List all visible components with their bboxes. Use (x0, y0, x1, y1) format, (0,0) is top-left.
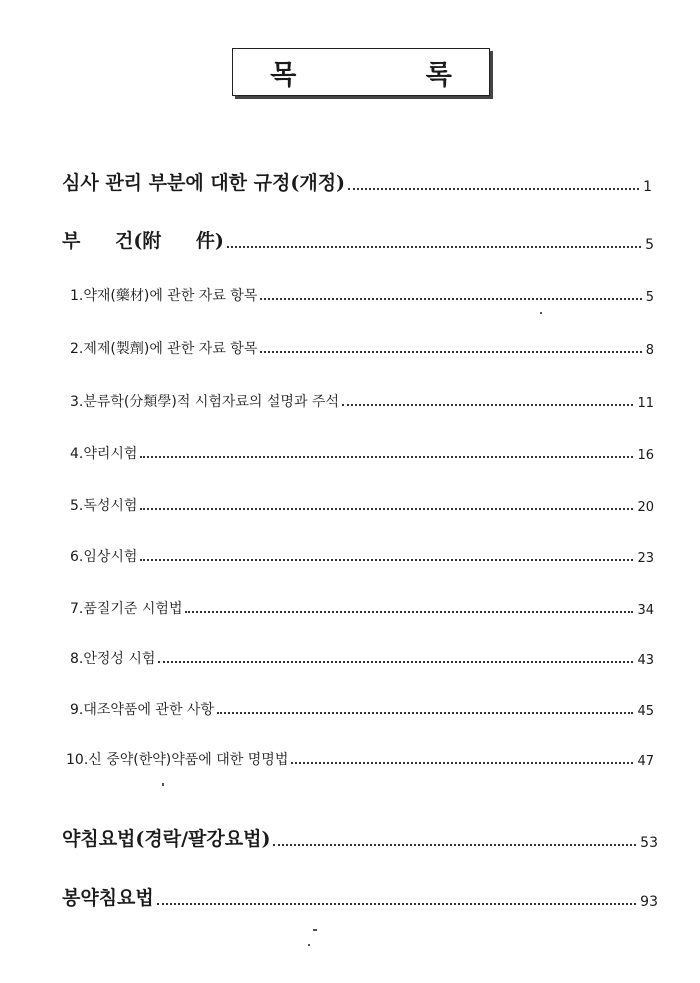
leader-dots (260, 298, 641, 300)
toc-entry[interactable] (0, 285, 700, 305)
toc-entry[interactable] (0, 883, 700, 910)
scan-speck (313, 929, 317, 931)
toc-entry-page: 43 (637, 653, 654, 668)
toc-entry-page: 1 (643, 179, 652, 195)
toc-entry-label: 5.독성시험 (70, 498, 138, 514)
leader-dots (185, 611, 633, 613)
toc-entry-label: 4.약리시험 (70, 446, 138, 462)
leader-dots (140, 456, 633, 458)
toc-entry-page: 5 (645, 237, 654, 253)
toc-entry-label: 부 건(附 件) (62, 230, 224, 252)
toc-entry[interactable] (0, 495, 700, 515)
toc-entry[interactable] (0, 749, 700, 769)
toc-entry[interactable] (0, 648, 700, 668)
scan-speck (162, 783, 164, 786)
leader-dots (291, 762, 633, 764)
toc-title: 목 록 (270, 59, 512, 91)
toc-entry-page: 53 (640, 835, 658, 851)
toc-entry-page: 16 (637, 448, 654, 463)
leader-dots (342, 404, 633, 406)
toc-entry[interactable] (0, 391, 700, 411)
toc-entry-label: 9.대조약품에 관한 사항 (70, 702, 214, 718)
toc-entry-page: 34 (637, 603, 654, 618)
toc-entry[interactable] (0, 443, 700, 463)
leader-dots (260, 351, 641, 353)
toc-entry-page: 11 (637, 396, 654, 411)
toc-entry-page: 45 (637, 704, 654, 719)
toc-entry[interactable] (0, 546, 700, 566)
toc-entry-page: 20 (637, 500, 654, 515)
toc-entry-label: 10.신 중약(한약)약품에 대한 명명법 (66, 752, 289, 768)
toc-entry[interactable] (0, 226, 700, 253)
toc-entry[interactable] (0, 699, 700, 719)
leader-dots (140, 508, 633, 510)
toc-entry[interactable] (0, 168, 700, 195)
toc-entry-label: 1.약재(藥材)에 관한 자료 항목 (70, 288, 258, 304)
leader-dots (348, 188, 639, 190)
toc-entry[interactable] (0, 598, 700, 618)
toc-entry-page: 5 (645, 290, 654, 305)
scan-speck (308, 944, 310, 946)
toc-entry-label: 3.분류학(分類學)적 시험자료의 설명과 주석 (70, 394, 339, 410)
toc-entry[interactable] (0, 338, 700, 358)
toc-entry-page: 93 (640, 894, 658, 910)
toc-entry-page: 23 (637, 551, 654, 566)
toc-entry-label: 봉약침요법 (62, 887, 154, 909)
toc-entry-label: 7.품질기준 시험법 (70, 601, 183, 617)
scan-speck (540, 312, 542, 314)
toc-entry-page: 47 (637, 754, 654, 769)
toc-title-box (232, 48, 512, 96)
toc-entry-label: 약침요법(경락/팔강요법) (62, 828, 271, 850)
toc-entry-label: 2.제제(製劑)에 관한 자료 항목 (70, 341, 258, 357)
toc-entry-label: 8.안정성 시험 (70, 651, 156, 667)
leader-dots (157, 903, 636, 905)
toc-entry-page: 8 (645, 343, 654, 358)
toc-entry[interactable] (0, 824, 700, 851)
toc-entry-label: 6.임상시험 (70, 549, 138, 565)
leader-dots (158, 661, 633, 663)
leader-dots (217, 712, 633, 714)
leader-dots (273, 844, 636, 846)
leader-dots (227, 246, 641, 248)
toc-entry-label: 심사 관리 부분에 대한 규정(개정) (62, 172, 346, 194)
leader-dots (140, 559, 633, 561)
